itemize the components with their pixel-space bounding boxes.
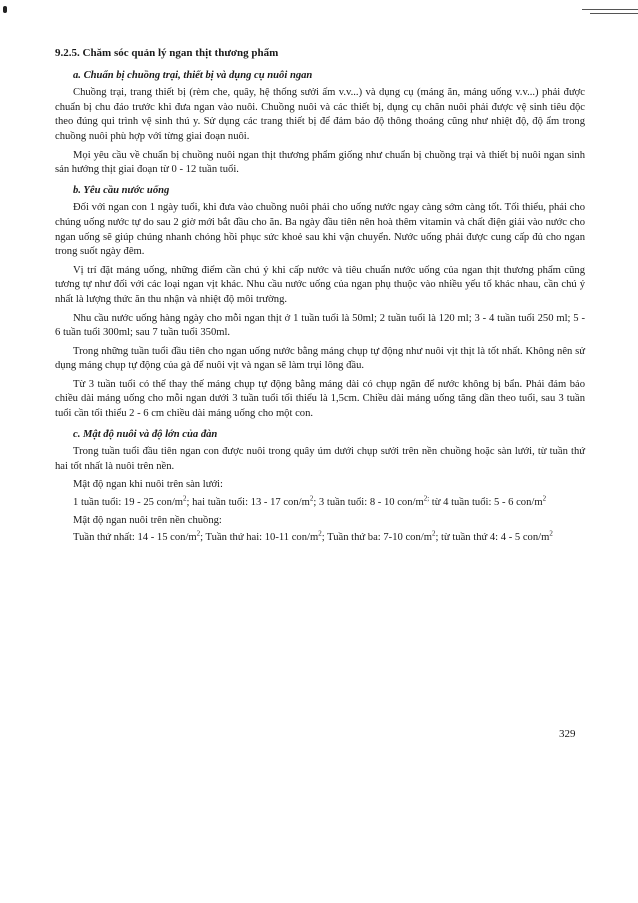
page-content (55, 46, 585, 550)
density-net-week2-exp: 2 (309, 494, 314, 503)
paragraph-c-1: Trong tuần tuổi đầu tiên ngan con được nuôi trong quây úm dưới chụp sưởi trên nền chuồng hoặc sàn lưới, từ tuần thứ hai tốt nhất là nuôi trên nền. (55, 446, 585, 472)
header-rule-secondary (590, 13, 638, 14)
density-net-week3: ; 3 tuần tuổi: 8 - 10 con/m (313, 497, 424, 509)
section-title: 9.2.5. Chăm sóc quản lý ngan thịt thương phẩm (55, 47, 279, 59)
scan-mark (3, 6, 7, 13)
density-barn-week3-exp: 2 (431, 529, 436, 538)
density-floor-net (55, 496, 585, 511)
page-number: 329 (559, 728, 576, 740)
density-barn-week4-exp: 2 (549, 529, 553, 538)
header-rule (582, 9, 638, 10)
paragraph-c-2: Mật độ ngan khi nuôi trên sàn lưới: (73, 479, 223, 491)
density-net-week1-exp: 2 (183, 494, 187, 503)
density-barn-week2: ; Tuần thứ hai: 10-11 con/m (200, 532, 319, 544)
paragraph-a-1: Chuồng trại, trang thiết bị (rèm che, quây, hệ thống sưởi ấm v.v...) và dụng cụ (máng ăn, máng uống v.v...) phải được chuẩn bị chu đáo trước khi đưa ngan vào nuôi. Chuồng nuôi và các thiết bị, dụng cụ chăn nuôi phải được vệ sinh tiêu độc theo đúng qui trình vệ sinh thú y. Sử dụng các trang thiết bị để đảm bảo độ thông thoáng cũng như nhiệt độ, độ ẩm trong chuồng nuôi phù hợp với từng giai đoạn nuôi. (55, 87, 585, 142)
subsection-heading-c: c. Mật độ nuôi và độ lớn của đàn (73, 428, 218, 440)
density-barn-intro: Mật độ ngan nuôi trên nền chuồng: (73, 514, 222, 526)
paragraph-a-2: Mọi yêu cầu về chuẩn bị chuồng nuôi ngan thịt thương phẩm giống như chuẩn bị chuồng trại và thiết bị nuôi ngan sinh sản hướng thịt giai đoạn từ 0 - 12 tuần tuổi. (55, 149, 585, 176)
density-net-week1: 1 tuần tuổi: 19 - 25 con/m (73, 497, 184, 509)
paragraph-b-5: Từ 3 tuần tuổi có thể thay thế máng chụp tự động bằng máng dài có chụp ngăn để nước không bị bẩn. Phải đảm bảo chiều dài máng uống cho mỗi ngan dưới 3 tuần tuổi tối thiểu là 1,5cm. Chiều dài máng uống tăng dần theo tuổi, sau 3 tuần tuổi cần tối thiểu 2 - 6 cm chiều dài máng uống cho một con. (55, 378, 585, 420)
paragraph-b-1: Đối với ngan con 1 ngày tuổi, khi đưa vào chuồng nuôi phải cho uống nước ngay càng sớm càng tốt. Tối thiểu, phải cho chúng uống nước tự do sau 2 giờ mới bắt đầu cho ăn. Ba ngày đầu tiên nên hoà thêm vitamin và chất điện giải vào nước cho ngan uống sẽ giúp chúng nhanh chóng hồi phục sức khoẻ sau khi vận chuyển. Nước uống phải được cung cấp đủ cho ngan trong suốt ngày đêm. (55, 202, 585, 258)
density-barn-week2-exp: 2 (318, 529, 322, 538)
density-barn-week1: Tuần thứ nhất: 14 - 15 con/m (73, 532, 197, 544)
paragraph-b-2: Vị trí đặt máng uống, những điểm cần chú ý khi cấp nước và tiêu chuẩn nước uống của ngan thịt thương phẩm cũng tương tự như đối với các loại ngan vịt khác. Nhu cầu nước uống của ngan phụ thuộc vào nhiều yếu tố khác nhau, cần chú ý nhất là lượng thức ăn thu nhận và nhiệt độ môi trường. (55, 264, 585, 305)
density-barn-week3: ; Tuần thứ ba: 7-10 con/m (321, 532, 432, 544)
paragraph-b-4: Trong những tuần tuổi đầu tiên cho ngan uống nước bằng máng chụp tự động như nuôi vịt thịt là tốt nhất. Không nên sử dụng máng chụp tự động của gà để nuôi vịt và ngan sẽ làm trụi lông đầu. (55, 345, 585, 372)
paragraph-b-3: Nhu cầu nước uống hàng ngày cho mỗi ngan thịt ở 1 tuần tuổi là 50ml; 2 tuần tuổi là 120 ml; 3 - 4 tuần tuổi 250 ml; 5 - 6 tuần tuổi 300ml; sau 7 tuần tuổi 350ml. (55, 312, 585, 339)
density-net-week4-exp: 2 (542, 494, 547, 503)
density-net-week3-exp: 2; (423, 494, 430, 503)
subsection-heading-a: a. Chuẩn bị chuồng trại, thiết bị và dụng cụ nuôi ngan (73, 69, 313, 81)
density-barn-week4: ; từ tuần thứ 4: 4 - 5 con/m (435, 532, 550, 544)
density-barn (55, 531, 585, 546)
density-barn-week1-exp: 2 (196, 529, 201, 538)
density-net-week4: từ 4 tuần tuổi: 5 - 6 con/m (431, 497, 543, 509)
subsection-heading-b: b. Yêu cầu nước uống (73, 184, 170, 196)
density-net-week2: ; hai tuần tuổi: 13 - 17 con/m (186, 497, 310, 509)
